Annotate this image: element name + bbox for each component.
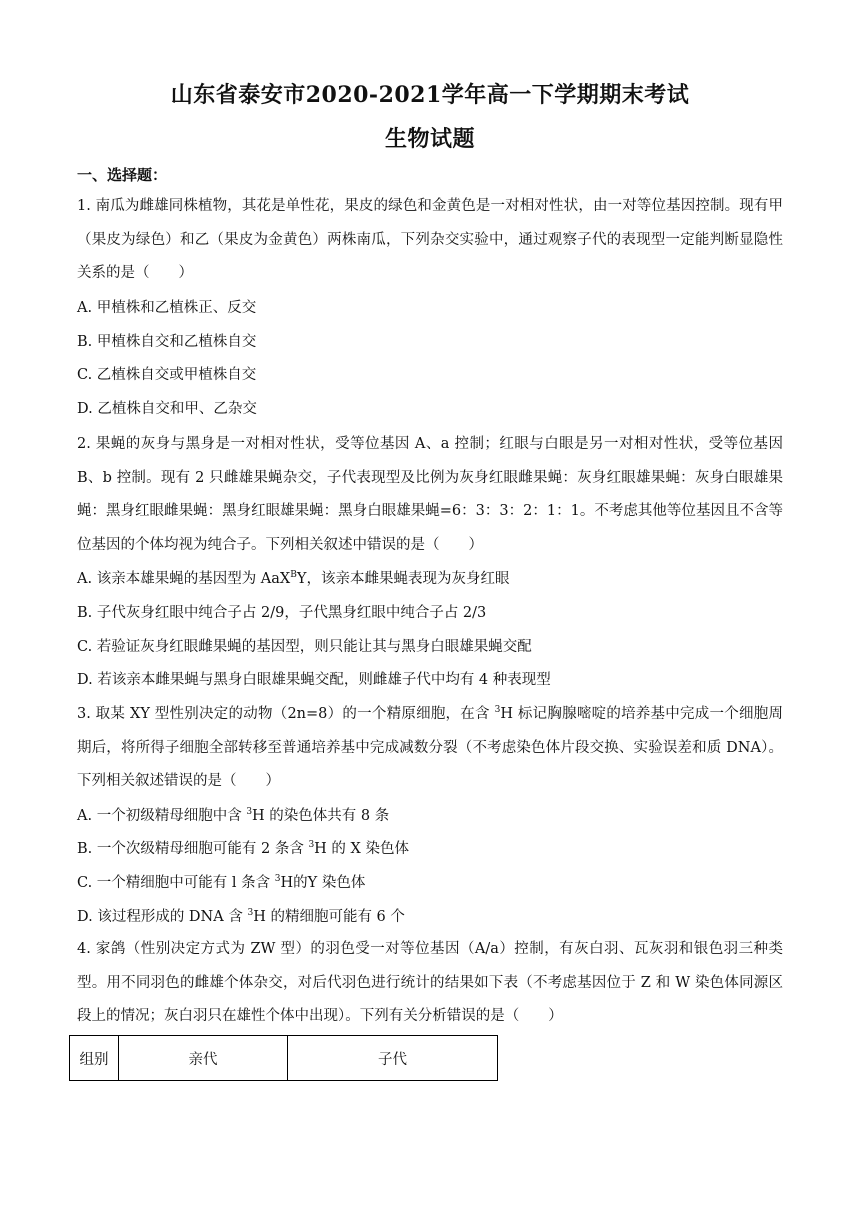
question-3-option-d: D. 该过程形成的 DNA 含 $^3$H 的精细胞可能有 6 个 <box>77 908 405 925</box>
question-3-option-c: C. 一个精细胞中可能有 l 条含 $^3$H的Y 染色体 <box>77 874 366 891</box>
question-1-stem: 1. 南瓜为雌雄同株植物，其花是单性花，果皮的绿色和金黄色是一对相对性状，由一对等位基因控制。现有甲（果皮为绿色）和乙（果皮为金黄色）两株南瓜，下列杂交实验中，通过观察子代的表现型一定能判断显隐性关系的是（ ） <box>77 198 783 281</box>
question-1-option-b: B. 甲植株自交和乙植株自交 <box>77 334 257 350</box>
question-3-stem: 3. 取某 XY 型性别决定的动物（2n=8）的一个精原细胞，在含 $^3$H 标记胸腺嘧啶的培养基中完成一个细胞周期后，将所得子细胞全部转移至普通培养基中完成减数分裂（不考虑染色体片段交换、实验误差和质 DNA）。下列相关叙述错误的是（ ） <box>77 705 783 789</box>
question-4-stem: 4. 家鸽（性别决定方式为 ZW 型）的羽色受一对等位基因（A/a）控制，有灰白羽、瓦灰羽和银色羽三种类型。用不同羽色的雌雄个体杂交，对后代羽色进行统计的结果如下表（不考虑基因位于 Z 和 W 染色体同源区段上的情况；灰白羽只在雄性个体中出现）。下列有关分析错误的是（ ） <box>77 941 783 1024</box>
table-header-row <box>70 1036 498 1081</box>
question-2-option-a: A. 该亲本雄果蝇的基因型为 AaX$^B$Y，该亲本雌果蝇表现为灰身红眼 <box>77 570 510 587</box>
question-2-stem: 2. 果蝇的灰身与黑身是一对相对性状，受等位基因 A、a 控制；红眼与白眼是另一对相对性状，受等位基因 B、b 控制。现有 2 只雌雄果蝇杂交，子代表现型及比例为灰身红眼雌果蝇：灰身红眼雄果蝇：灰身白眼雄果蝇：黑身红眼雌果蝇：黑身红眼雄果蝇：黑身白眼雄果蝇=6：3：3：2：1：1。不考虑其他等位基因且不含等位基因的个体均视为纯合子。下列相关叙述中错误的是（ ） <box>77 436 783 553</box>
question-2-option-c: C. 若验证灰身红眼雌果蝇的基因型，则只能让其与黑身白眼雄果蝇交配 <box>77 639 532 655</box>
question-2-option-b: B. 子代灰身红眼中纯合子占 2/9，子代黑身红眼中纯合子占 2/3 <box>77 605 487 621</box>
question-2-option-d: D. 若该亲本雌果蝇与黑身白眼雄果蝇交配，则雌雄子代中均有 4 种表现型 <box>77 672 551 688</box>
table-header-cell: 亲代 <box>119 1036 288 1081</box>
page-subtitle: 生物试题 <box>384 126 475 152</box>
table-header-cell: 组别 <box>70 1036 119 1081</box>
question-1-option-c: C. 乙植株自交或甲植株自交 <box>77 367 257 383</box>
question-3-option-b: B. 一个次级精母细胞可能有 2 条含 $^3$H 的 X 染色体 <box>77 840 409 857</box>
table-header-cell: 子代 <box>288 1036 498 1081</box>
page-title: 山东省泰安市2020-2021学年高一下学期期末考试 <box>170 82 690 108</box>
question-1-option-a: A. 甲植株和乙植株正、反交 <box>77 300 257 316</box>
section-heading: 一、选择题： <box>77 166 168 184</box>
results-table <box>69 1035 498 1081</box>
question-1-option-d: D. 乙植株自交和甲、乙杂交 <box>77 401 257 417</box>
question-3-option-a: A. 一个初级精母细胞中含 $^3$H 的染色体共有 8 条 <box>77 807 390 824</box>
